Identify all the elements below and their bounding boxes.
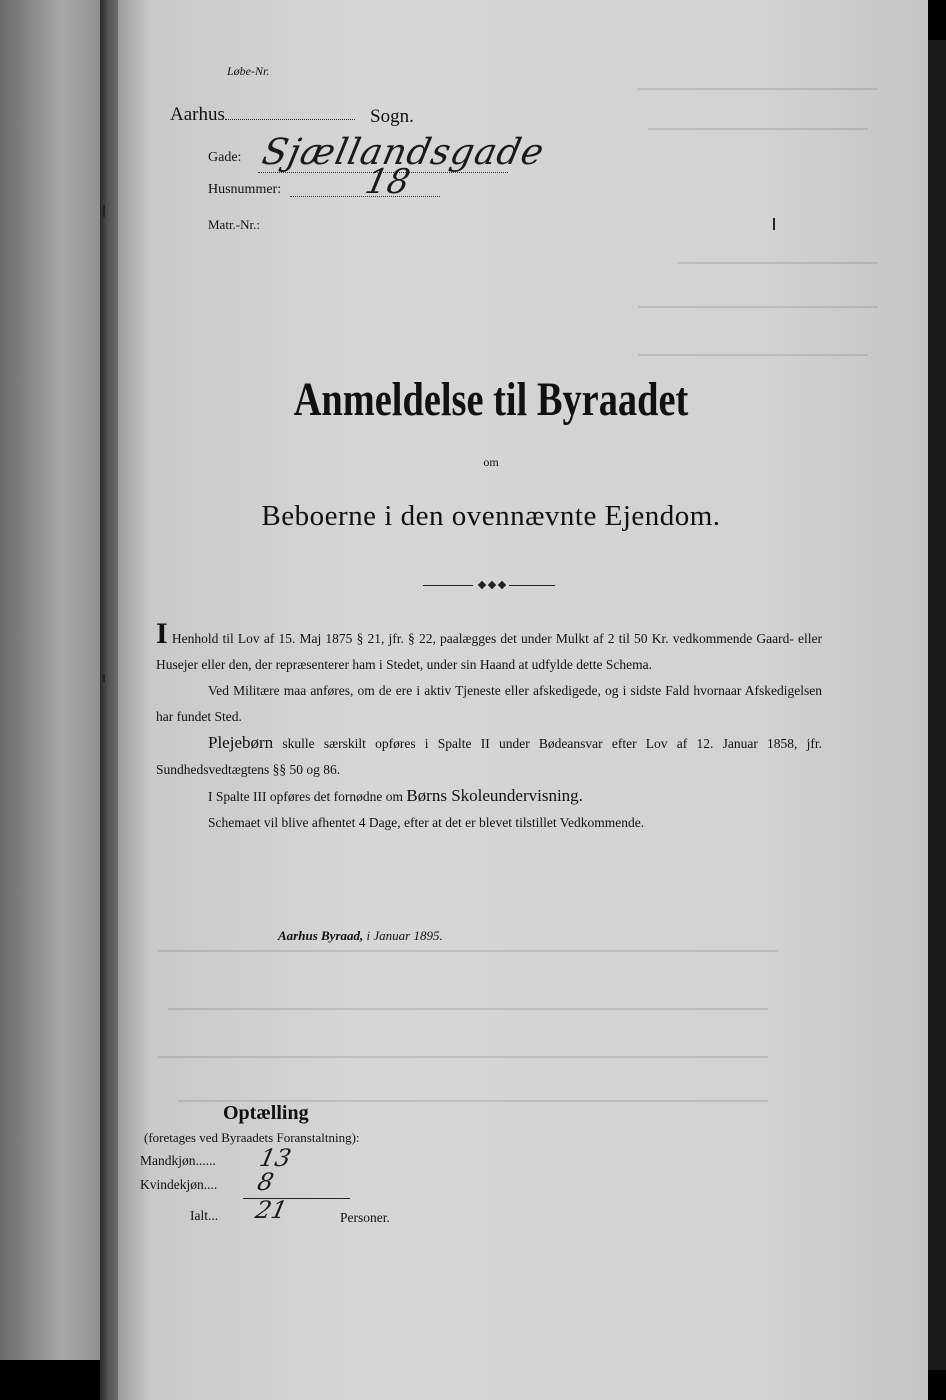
skoleundervisning-emphasis: Børns Skoleundervisning. bbox=[406, 786, 583, 805]
paragraph-3-text: skulle særskilt opføres i Spalte II under Bødeansvar efter Lov af 12. Januar 1858, jfr. Sundhedsvedtægtens §§ 50 og 86. bbox=[156, 736, 823, 777]
ialt-value: 21 bbox=[253, 1196, 290, 1224]
parish-line bbox=[170, 104, 355, 126]
paragraph-5: Schemaet vil blive afhentet 4 Dage, efter at det er blevet tilstillet Vedkommende. bbox=[208, 815, 645, 830]
parish-blank bbox=[225, 105, 355, 120]
om-label: om bbox=[483, 455, 499, 469]
mandkjon-label: Mandkjøn...... bbox=[140, 1153, 216, 1168]
mandkjon-value: 13 bbox=[257, 1144, 294, 1172]
drop-cap: I bbox=[156, 617, 168, 650]
personer-label: Personer. bbox=[340, 1210, 390, 1225]
margin-mark bbox=[103, 205, 105, 217]
optaelling-subtitle: (foretages ved Byraadets Foranstaltning): bbox=[144, 1130, 360, 1145]
kvindekjon-label: Kvindekjøn.... bbox=[140, 1177, 218, 1192]
margin-mark bbox=[773, 218, 775, 230]
husnummer-value: 18 bbox=[361, 162, 414, 202]
paragraph-2: Ved Militære maa anføres, om de ere i aktiv Tjeneste eller afskedigede, og i sidste Fald hvornaar Afskedigelsen har fundet Sted. bbox=[156, 683, 822, 724]
gade-value: Sjællandsgade bbox=[258, 132, 549, 173]
instructions-text bbox=[156, 617, 823, 836]
optaelling-title: Optælling bbox=[223, 1102, 309, 1124]
aarhus-label: Aarhus bbox=[170, 104, 225, 125]
paragraph-4 bbox=[156, 783, 822, 810]
plejeborn-emphasis: Plejebørn bbox=[208, 733, 274, 752]
document-subtitle: Beboerne i den ovennævnte Ejendom. bbox=[261, 500, 721, 532]
matr-nr-label: Matr.-Nr.: bbox=[208, 217, 260, 232]
husnummer-label: Husnummer: bbox=[208, 182, 282, 197]
sogn-label: Sogn. bbox=[370, 106, 414, 127]
signature-issuer: Aarhus Byraad, bbox=[278, 928, 364, 943]
paragraph-4-text: I Spalte III opføres det fornødne om bbox=[208, 789, 403, 804]
document-title: Anmeldelse til Byraadet bbox=[293, 373, 689, 426]
gade-label: Gade: bbox=[208, 150, 242, 165]
paragraph-1 bbox=[156, 617, 823, 678]
lobe-nr-label: Løbe-Nr. bbox=[227, 64, 270, 78]
margin-mark bbox=[103, 674, 105, 682]
signature-line bbox=[278, 928, 443, 944]
paragraph-1-text: Henhold til Lov af 15. Maj 1875 § 21, jfr. § 22, paalægges det under Mulkt af 2 til 50 Kr. vedkommende Gaard- eller Husejer eller den, der repræsenterer ham i Stedet, under sin Haand at udfylde dette Schema. bbox=[156, 631, 823, 672]
husnummer-underline bbox=[290, 196, 440, 197]
paragraph-3 bbox=[156, 730, 822, 783]
document-page bbox=[118, 0, 928, 1400]
signature-date: i Januar 1895. bbox=[366, 928, 443, 943]
ornamental-divider bbox=[423, 585, 555, 587]
ialt-label: Ialt... bbox=[190, 1208, 219, 1223]
kvindekjon-value: 8 bbox=[255, 1168, 277, 1196]
facing-page-edge bbox=[0, 0, 104, 1360]
